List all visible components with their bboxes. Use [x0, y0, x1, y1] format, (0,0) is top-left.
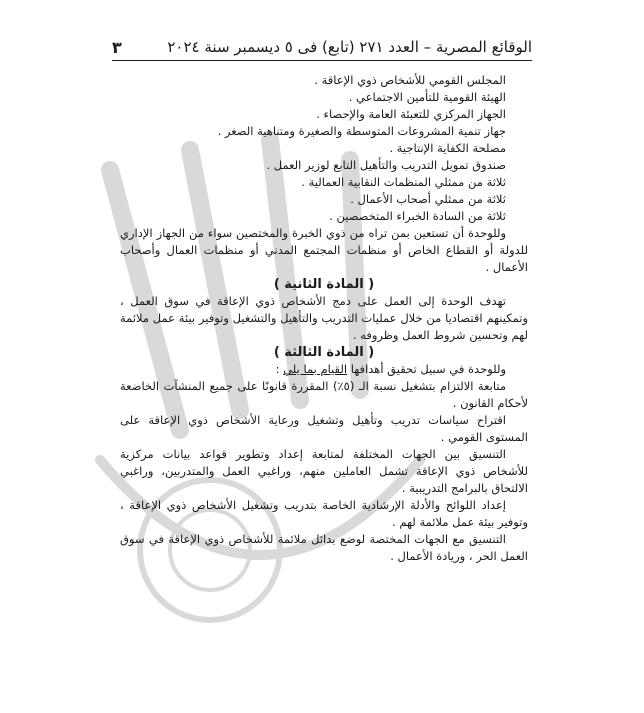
list-item: ثلاثة من ممثلي المنظمات النقابية العمالية .	[301, 175, 506, 189]
article-3-intro-prefix: وللوحدة في سبيل تحقيق أهدافها	[347, 362, 506, 376]
document-body	[120, 72, 528, 565]
page-number: ٣	[112, 37, 122, 57]
list-item: ثلاثة من ممثلي أصحاب الأعمال .	[350, 192, 506, 206]
article-3-intro-underlined: القيام بما يلي	[283, 362, 348, 376]
article-3-item: إعداد اللوائح والأدلة الإرشادية الخاصة بتدريب وتشغيل الأشخاص ذوي الإعاقة ، وتوفير بيئة عمل ملائمة لهم .	[120, 498, 528, 529]
list-item: المجلس القومي للأشخاص ذوي الإعاقة .	[314, 73, 506, 87]
article-3-item: التنسيق بين الجهات المختلفة لمتابعة إعداد وتطوير قواعد بيانات مركزية للأشخاص ذوي الإعاقة تشمل العاملين منهم، وراغبي العمل والمتدربين، وراغبي الالتحاق بالبرامج التدريبية .	[120, 447, 528, 495]
article-3-item: اقتراح سياسات تدريب وتأهيل وتشغيل ورعاية الأشخاص ذوي الإعاقة على المستوى القومي .	[120, 413, 528, 444]
article-2-heading: ( المادة الثانية )	[273, 277, 375, 292]
closing-paragraph: وللوحدة أن تستعين بمن تراه من ذوي الخبرة والمختصين سواء من الجهاز الإداري للدولة أو القطاع الخاص أو منظمات المجتمع المدني أو منظمات العمال وأصحاب الأعمال .	[120, 226, 528, 274]
article-3-heading: ( المادة الثالثة )	[273, 345, 375, 360]
article-3-item: التنسيق مع الجهات المختصة لوضع بدائل ملائمة للأشخاص ذوي الإعاقة في سوق العمل الحر ، وريادة الأعمال .	[120, 532, 528, 563]
article-3-intro-suffix: :	[275, 362, 284, 376]
gazette-title: الوقائع المصرية – العدد ٢٧١ (تابع) فى ٥ ديسمبر سنة ٢٠٢٤	[167, 38, 532, 56]
page-header	[112, 36, 532, 58]
list-item: الجهاز المركزي للتعبئة العامة والإحصاء .	[316, 107, 506, 121]
list-item: ثلاثة من السادة الخبراء المتخصصين .	[329, 209, 506, 223]
list-item: الهيئة القومية للتأمين الاجتماعي .	[348, 90, 506, 104]
article-3-intro	[120, 361, 528, 378]
article-3-item: متابعة الالتزام بتشغيل نسبة الـ (٥٪) المقررة قانونًا على جميع المنشآت الخاضعة لأحكام القانون .	[120, 379, 528, 410]
article-2-text: تهدف الوحدة إلى العمل على دمج الأشخاص ذوي الإعاقة في سوق العمل ، وتمكينهم اقتصاديا من خلال عمليات التدريب والتأهيل والتشغيل وتوفير بيئة عمل ملائمة لهم وتحسين شروط العمل وظروفه .	[120, 294, 528, 342]
header-divider	[112, 60, 532, 61]
list-item: مصلحة الكفاية الإنتاجية .	[389, 141, 506, 155]
list-item: جهاز تنمية المشروعات المتوسطة والصغيرة ومتناهية الصغر .	[217, 124, 506, 138]
list-item: صندوق تمويل التدريب والتأهيل التابع لوزير العمل .	[266, 158, 506, 172]
